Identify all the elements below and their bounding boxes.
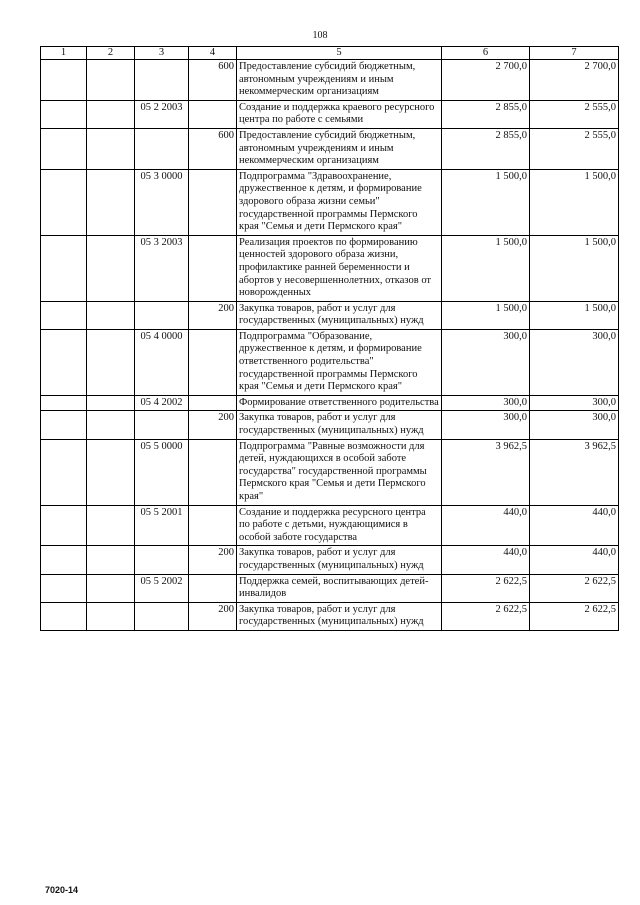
cell-description: Закупка товаров, работ и услуг для государственных (муниципальных) нужд (237, 301, 442, 329)
cell-col1 (41, 546, 87, 574)
cell-col2 (87, 602, 135, 630)
cell-expense-type: 200 (189, 301, 237, 329)
table-row (41, 235, 619, 301)
cell-amount-2: 2 622,5 (530, 574, 619, 602)
budget-table (40, 46, 619, 631)
cell-amount-1: 1 500,0 (442, 169, 530, 235)
cell-target-code: 05 4 0000 (135, 329, 189, 395)
cell-amount-1: 3 962,5 (442, 439, 530, 505)
column-header: 2 (87, 47, 135, 60)
cell-amount-2: 1 500,0 (530, 235, 619, 301)
cell-col2 (87, 128, 135, 169)
table-row (41, 602, 619, 630)
cell-amount-2: 1 500,0 (530, 169, 619, 235)
cell-col2 (87, 505, 135, 546)
cell-target-code: 05 2 2003 (135, 100, 189, 128)
table-row (41, 574, 619, 602)
cell-col1 (41, 235, 87, 301)
cell-col2 (87, 439, 135, 505)
cell-target-code: 05 3 2003 (135, 235, 189, 301)
cell-amount-2: 1 500,0 (530, 301, 619, 329)
cell-description: Подпрограмма "Здравоохранение, дружественное к детям, и формирование здорового образа жизни семьи" государственной программы Пермского края "Семья и дети Пермского края" (237, 169, 442, 235)
cell-expense-type (189, 505, 237, 546)
cell-amount-1: 2 622,5 (442, 574, 530, 602)
cell-col1 (41, 100, 87, 128)
column-header: 7 (530, 47, 619, 60)
cell-target-code: 05 5 2001 (135, 505, 189, 546)
cell-amount-1: 300,0 (442, 395, 530, 411)
cell-target-code: 05 3 0000 (135, 169, 189, 235)
cell-amount-1: 440,0 (442, 546, 530, 574)
cell-expense-type (189, 574, 237, 602)
cell-description: Подпрограмма "Равные возможности для детей, нуждающихся в особой заботе государства" государственной программы Пермского края "Семья и дети Пермского края" (237, 439, 442, 505)
table-row (41, 329, 619, 395)
cell-amount-1: 2 855,0 (442, 100, 530, 128)
table-row (41, 505, 619, 546)
table-row (41, 439, 619, 505)
footer-code: 7020-14 (45, 885, 79, 895)
cell-amount-2: 2 700,0 (530, 60, 619, 101)
cell-col1 (41, 60, 87, 101)
cell-target-code: 05 5 0000 (135, 439, 189, 505)
table-row (41, 169, 619, 235)
table-row (41, 395, 619, 411)
cell-col1 (41, 128, 87, 169)
cell-amount-2: 2 555,0 (530, 128, 619, 169)
cell-expense-type: 600 (189, 128, 237, 169)
cell-col2 (87, 411, 135, 439)
table-row (41, 301, 619, 329)
cell-description: Подпрограмма "Образование, дружественное к детям, и формирование ответственного родительства" государственной программы Пермского края "Семья и дети Пермского края" (237, 329, 442, 395)
cell-target-code (135, 60, 189, 101)
column-header: 6 (442, 47, 530, 60)
cell-description: Предоставление субсидий бюджетным, автономным учреждениям и иным некоммерческим организациям (237, 128, 442, 169)
cell-target-code: 05 4 2002 (135, 395, 189, 411)
cell-col2 (87, 395, 135, 411)
cell-amount-1: 2 700,0 (442, 60, 530, 101)
cell-expense-type: 600 (189, 60, 237, 101)
cell-amount-1: 300,0 (442, 411, 530, 439)
table-row (41, 411, 619, 439)
cell-col2 (87, 100, 135, 128)
cell-target-code (135, 301, 189, 329)
cell-description: Создание и поддержка краевого ресурсного центра по работе с семьями (237, 100, 442, 128)
cell-amount-2: 2 555,0 (530, 100, 619, 128)
cell-col1 (41, 602, 87, 630)
table-row (41, 128, 619, 169)
cell-description: Формирование ответственного родительства (237, 395, 442, 411)
table-row (41, 546, 619, 574)
cell-col2 (87, 301, 135, 329)
cell-col2 (87, 329, 135, 395)
cell-amount-2: 440,0 (530, 546, 619, 574)
cell-amount-2: 2 622,5 (530, 602, 619, 630)
cell-expense-type (189, 439, 237, 505)
table-header-row (41, 47, 619, 60)
page-number: 108 (312, 30, 328, 41)
cell-amount-2: 300,0 (530, 411, 619, 439)
cell-col1 (41, 439, 87, 505)
cell-target-code (135, 128, 189, 169)
cell-target-code (135, 411, 189, 439)
cell-col1 (41, 395, 87, 411)
cell-amount-1: 1 500,0 (442, 235, 530, 301)
cell-expense-type (189, 395, 237, 411)
column-header: 1 (41, 47, 87, 60)
cell-target-code (135, 546, 189, 574)
cell-amount-1: 2 855,0 (442, 128, 530, 169)
cell-expense-type: 200 (189, 602, 237, 630)
cell-description: Закупка товаров, работ и услуг для государственных (муниципальных) нужд (237, 602, 442, 630)
cell-col2 (87, 574, 135, 602)
cell-description: Закупка товаров, работ и услуг для государственных (муниципальных) нужд (237, 411, 442, 439)
cell-col2 (87, 235, 135, 301)
table-row (41, 60, 619, 101)
cell-description: Предоставление субсидий бюджетным, автономным учреждениям и иным некоммерческим организациям (237, 60, 442, 101)
cell-amount-1: 2 622,5 (442, 602, 530, 630)
column-header: 5 (237, 47, 442, 60)
cell-col1 (41, 301, 87, 329)
cell-col1 (41, 574, 87, 602)
cell-col1 (41, 411, 87, 439)
cell-amount-2: 3 962,5 (530, 439, 619, 505)
cell-expense-type (189, 329, 237, 395)
cell-amount-2: 300,0 (530, 395, 619, 411)
cell-expense-type (189, 235, 237, 301)
cell-col1 (41, 505, 87, 546)
cell-description: Поддержка семей, воспитывающих детей-инвалидов (237, 574, 442, 602)
cell-amount-1: 1 500,0 (442, 301, 530, 329)
cell-amount-2: 300,0 (530, 329, 619, 395)
cell-expense-type: 200 (189, 546, 237, 574)
cell-expense-type (189, 100, 237, 128)
column-header: 4 (189, 47, 237, 60)
cell-col1 (41, 169, 87, 235)
cell-amount-2: 440,0 (530, 505, 619, 546)
cell-description: Закупка товаров, работ и услуг для государственных (муниципальных) нужд (237, 546, 442, 574)
table-body (41, 60, 619, 631)
cell-target-code (135, 602, 189, 630)
cell-col2 (87, 546, 135, 574)
cell-col2 (87, 60, 135, 101)
cell-expense-type: 200 (189, 411, 237, 439)
cell-expense-type (189, 169, 237, 235)
cell-amount-1: 300,0 (442, 329, 530, 395)
cell-target-code: 05 5 2002 (135, 574, 189, 602)
column-header: 3 (135, 47, 189, 60)
cell-col2 (87, 169, 135, 235)
cell-amount-1: 440,0 (442, 505, 530, 546)
cell-col1 (41, 329, 87, 395)
cell-description: Создание и поддержка ресурсного центра по работе с детьми, нуждающимися в особой заботе государства (237, 505, 442, 546)
table-row (41, 100, 619, 128)
cell-description: Реализация проектов по формированию ценностей здорового образа жизни, профилактике ранней беременности и абортов у несовершеннолетних, отказов от новорожденных (237, 235, 442, 301)
